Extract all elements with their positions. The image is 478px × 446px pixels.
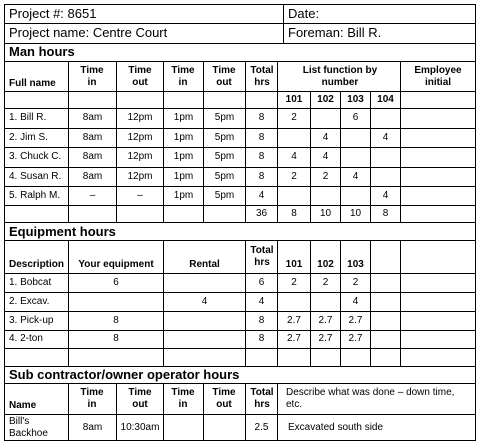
column-header-rental: Rental bbox=[189, 259, 220, 270]
function-102-sum: 10 bbox=[319, 208, 332, 219]
work-description: Excavated south side bbox=[288, 422, 384, 433]
your-equipment-cell: 8 bbox=[113, 315, 119, 326]
total-hours-cell: 8 bbox=[258, 132, 265, 143]
employee-name: 1. Bill R. bbox=[9, 112, 47, 123]
column-header-time-in: Time in bbox=[80, 65, 104, 88]
rule bbox=[5, 167, 475, 168]
time-out-cell: 5pm bbox=[214, 190, 235, 201]
column-header-list-function: List function by number bbox=[302, 65, 378, 88]
function-103-cell: 4 bbox=[352, 171, 359, 182]
rule bbox=[5, 330, 475, 331]
rule bbox=[400, 61, 401, 222]
total-hours-cell: 6 bbox=[258, 277, 265, 288]
time-out-cell: 12pm bbox=[127, 151, 153, 162]
rule bbox=[5, 383, 475, 384]
function-104-cell: 4 bbox=[382, 190, 389, 201]
function-101-cell: 2.7 bbox=[287, 333, 301, 344]
column-header-time-out: Time out bbox=[128, 65, 152, 88]
rule bbox=[340, 91, 341, 222]
your-equipment-cell: 6 bbox=[113, 277, 119, 288]
column-header-your-equipment: Your equipment bbox=[78, 259, 154, 270]
rule bbox=[5, 108, 475, 109]
rule bbox=[5, 91, 475, 92]
function-101-cell: 2 bbox=[291, 277, 297, 288]
time-in-cell: 8am bbox=[82, 112, 103, 123]
rule bbox=[5, 348, 475, 349]
date-field[interactable]: Date: bbox=[288, 6, 320, 21]
time-out-cell: 12pm bbox=[127, 171, 153, 182]
total-hours-cell: 8 bbox=[258, 333, 265, 344]
rule bbox=[370, 240, 371, 366]
time-in-cell: 8am bbox=[82, 151, 103, 162]
rule bbox=[5, 43, 475, 44]
column-header-time-in: Time in bbox=[171, 387, 195, 410]
time-in-cell: 8am bbox=[82, 132, 103, 143]
function-101-cell: 2 bbox=[291, 112, 297, 123]
column-header-time-in: Time in bbox=[171, 65, 195, 88]
rule bbox=[5, 414, 475, 415]
total-hours-cell: 2.5 bbox=[254, 422, 269, 433]
column-header-description: Description bbox=[9, 259, 65, 270]
employee-name: 2. Jim S. bbox=[9, 132, 48, 143]
column-header-description: Describe what was done – down time, etc. bbox=[286, 387, 455, 410]
rule bbox=[5, 23, 475, 24]
time-in-cell: 8am bbox=[82, 422, 103, 433]
function-102-cell: 4 bbox=[322, 151, 329, 162]
rule bbox=[370, 91, 371, 222]
column-header-time-out: Time out bbox=[128, 387, 152, 410]
time-in-cell: 1pm bbox=[173, 112, 194, 123]
rule bbox=[203, 383, 204, 440]
employee-name: 5. Ralph M. bbox=[9, 190, 61, 201]
rule bbox=[5, 240, 475, 241]
function-103-cell: 2 bbox=[352, 277, 359, 288]
time-out-cell: 12pm bbox=[127, 132, 153, 143]
foreman-name: Foreman: Bill R. bbox=[288, 25, 382, 40]
function-102-cell: 4 bbox=[322, 132, 329, 143]
total-hours-sum: 36 bbox=[255, 208, 268, 219]
employee-name: 3. Chuck C. bbox=[9, 151, 62, 162]
equipment-description: 1. Bobcat bbox=[9, 277, 52, 288]
function-101-cell: 2 bbox=[291, 171, 297, 182]
rule bbox=[5, 311, 475, 312]
function-103-cell: 6 bbox=[352, 112, 359, 123]
function-102-cell: 2.7 bbox=[318, 315, 333, 326]
equipment-description: 2. Excav. bbox=[9, 296, 50, 307]
rule bbox=[5, 292, 475, 293]
function-103-cell: 4 bbox=[352, 296, 359, 307]
function-103-cell: 2.7 bbox=[348, 333, 363, 344]
column-header-full-name: Full name bbox=[9, 78, 56, 89]
function-102-cell: 2 bbox=[322, 277, 329, 288]
function-103-sum: 10 bbox=[349, 208, 362, 219]
total-hours-cell: 4 bbox=[258, 190, 265, 201]
rule bbox=[5, 147, 475, 148]
employee-name: 4. Susan R. bbox=[9, 171, 62, 182]
column-header-total-hrs: Total hrs bbox=[250, 65, 274, 88]
equipment-description: 3. Pick-up bbox=[9, 315, 54, 326]
function-104-cell: 4 bbox=[382, 132, 389, 143]
rule bbox=[5, 273, 475, 274]
section-title-equipment-hours: Equipment hours bbox=[9, 224, 116, 239]
column-header-102: 102 bbox=[317, 259, 334, 270]
time-out-cell: 5pm bbox=[214, 132, 235, 143]
column-header-time-out: Time out bbox=[212, 387, 236, 410]
rule bbox=[5, 128, 475, 129]
rule bbox=[5, 61, 475, 62]
rule bbox=[163, 383, 164, 440]
daily-timesheet bbox=[4, 4, 476, 441]
function-102-cell: 2 bbox=[322, 171, 329, 182]
function-number: 104 bbox=[377, 94, 394, 105]
function-101-cell: 2.7 bbox=[287, 315, 301, 326]
rule bbox=[5, 222, 475, 223]
total-hours-cell: 8 bbox=[258, 151, 265, 162]
project-name: Project name: Centre Court bbox=[9, 25, 168, 40]
subcontractor-name: Bill's Backhoe bbox=[9, 416, 48, 439]
rule bbox=[277, 383, 278, 440]
total-hours-cell: 4 bbox=[258, 296, 265, 307]
time-out-cell: 10:30am bbox=[120, 422, 160, 433]
column-header-101: 101 bbox=[285, 259, 303, 270]
function-102-cell: 2.7 bbox=[318, 333, 333, 344]
equipment-description: 4. 2-ton bbox=[9, 333, 43, 344]
time-out-cell: 5pm bbox=[214, 112, 235, 123]
column-header-total-hrs: Total hrs bbox=[250, 245, 274, 268]
total-hours-cell: 8 bbox=[258, 171, 265, 182]
rule bbox=[5, 205, 475, 206]
column-header-time-in: Time in bbox=[80, 387, 104, 410]
function-number: 103 bbox=[347, 94, 364, 105]
rule bbox=[277, 61, 278, 222]
time-in-cell: 1pm bbox=[173, 190, 194, 201]
time-in-cell: – bbox=[89, 190, 96, 201]
column-header-time-out: Time out bbox=[212, 65, 236, 88]
time-in-cell: 1pm bbox=[173, 151, 194, 162]
time-in-cell: 8am bbox=[82, 171, 103, 182]
time-out-cell: 5pm bbox=[214, 151, 235, 162]
total-hours-cell: 8 bbox=[258, 112, 265, 123]
time-out-cell: 12pm bbox=[127, 112, 153, 123]
total-hours-cell: 8 bbox=[258, 315, 265, 326]
rule bbox=[5, 186, 475, 187]
column-header-name: Name bbox=[9, 400, 37, 411]
column-header-employee-initial: Employee initial bbox=[414, 65, 462, 88]
time-out-cell: – bbox=[137, 190, 143, 201]
section-title-man-hours: Man hours bbox=[9, 44, 75, 59]
function-101-cell: 4 bbox=[291, 151, 297, 162]
column-header-103: 103 bbox=[347, 259, 364, 270]
function-101-sum: 8 bbox=[291, 208, 297, 219]
time-in-cell: 1pm bbox=[173, 171, 194, 182]
function-103-cell: 2.7 bbox=[348, 315, 363, 326]
rule bbox=[400, 240, 401, 366]
time-in-cell: 1pm bbox=[173, 132, 194, 143]
column-header-total-hrs: Total hrs bbox=[250, 387, 274, 410]
function-104-sum: 8 bbox=[382, 208, 389, 219]
project-number: Project #: 8651 bbox=[9, 6, 97, 21]
rule bbox=[283, 5, 284, 43]
function-number: 102 bbox=[317, 94, 334, 105]
your-equipment-cell: 8 bbox=[113, 333, 119, 344]
function-number: 101 bbox=[285, 94, 303, 105]
time-out-cell: 5pm bbox=[214, 171, 235, 182]
section-title-subcontractor-hours: Sub contractor/owner operator hours bbox=[9, 367, 240, 382]
rental-cell: 4 bbox=[201, 296, 208, 307]
